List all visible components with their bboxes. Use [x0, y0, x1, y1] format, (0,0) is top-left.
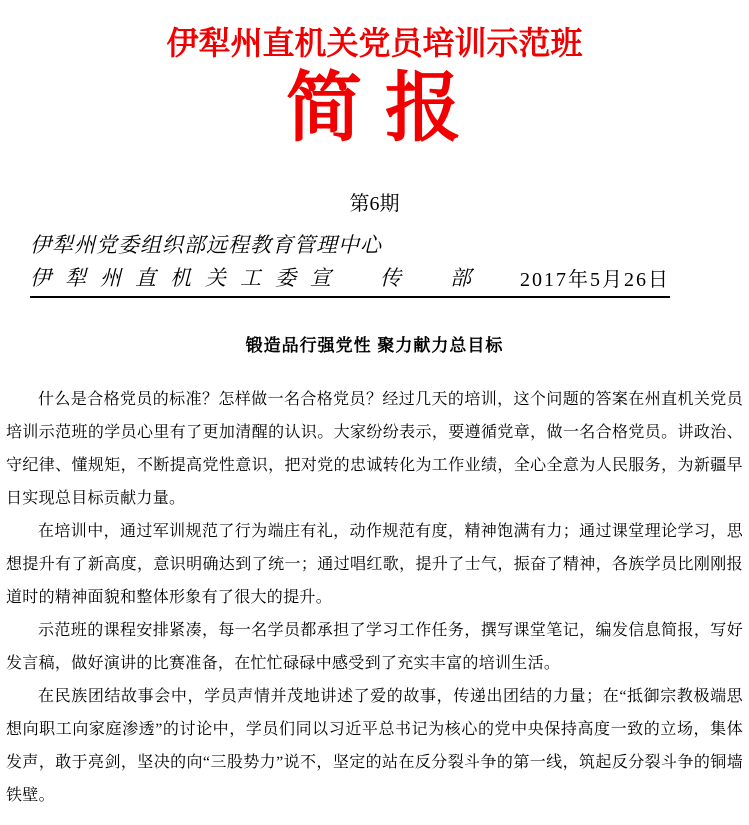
publisher-dept-name: 伊犁州直机关工委宣 传 部 [30, 265, 485, 290]
article-paragraph-2: 在培训中，通过军训规范了行为端庄有礼，动作规范有度，精神饱满有力；通过课堂理论学习，思想提升有了新高度，意识明确达到了统一；通过唱红歌，提升了士气，振奋了精神，各族学员比刚刚报道时的精神面貌和整体形象有了很大的提升。 [6, 522, 743, 606]
article-headline: 锻造品行强党性 聚力献力总目标 [245, 335, 504, 355]
publisher-rule-line [30, 262, 670, 298]
issue-number: 第6期 [349, 192, 400, 215]
publisher-block [30, 230, 670, 298]
bulletin-title: 简 报 [286, 67, 463, 152]
article-paragraph-4: 在民族团结故事会中，学员声情并茂地讲述了爱的故事，传递出团结的力量；在“抵御宗教极端思想向职工向家庭渗透”的讨论中，学员们同以习近平总书记为核心的党中央保持高度一致的立场，集体发声，敢于亮剑，坚决的向“三股势力”说不，坚定的站在反分裂斗争的第一线，筑起反分裂斗争的铜墙铁壁。 [6, 687, 743, 804]
publisher-center-name: 伊犁州党委组织部远程教育管理中心 [30, 232, 382, 257]
article-paragraph-1: 什么是合格党员的标准？怎样做一名合格党员？经过几天的培训，这个问题的答案在州直机关党员培训示范班的学员心里有了更加清醒的认识。大家纷纷表示，要遵循党章，做一名合格党员。讲政治、守纪律、懂规矩，不断提高党性意识，把对党的忠诚转化为工作业绩，全心全意为人民服务，为新疆早日实现总目标贡献力量。 [6, 390, 743, 507]
article-body [0, 383, 749, 812]
masthead-org-title: 伊犁州直机关党员培训示范班 [166, 25, 583, 61]
article-paragraph-3: 示范班的课程安排紧凑，每一名学员都承担了学习工作任务，撰写课堂笔记，编发信息简报，写好发言稿，做好演讲的比赛准备，在忙忙碌碌中感受到了充实丰富的培训生活。 [6, 621, 743, 672]
publish-date: 2017年5月26日 [520, 268, 670, 291]
